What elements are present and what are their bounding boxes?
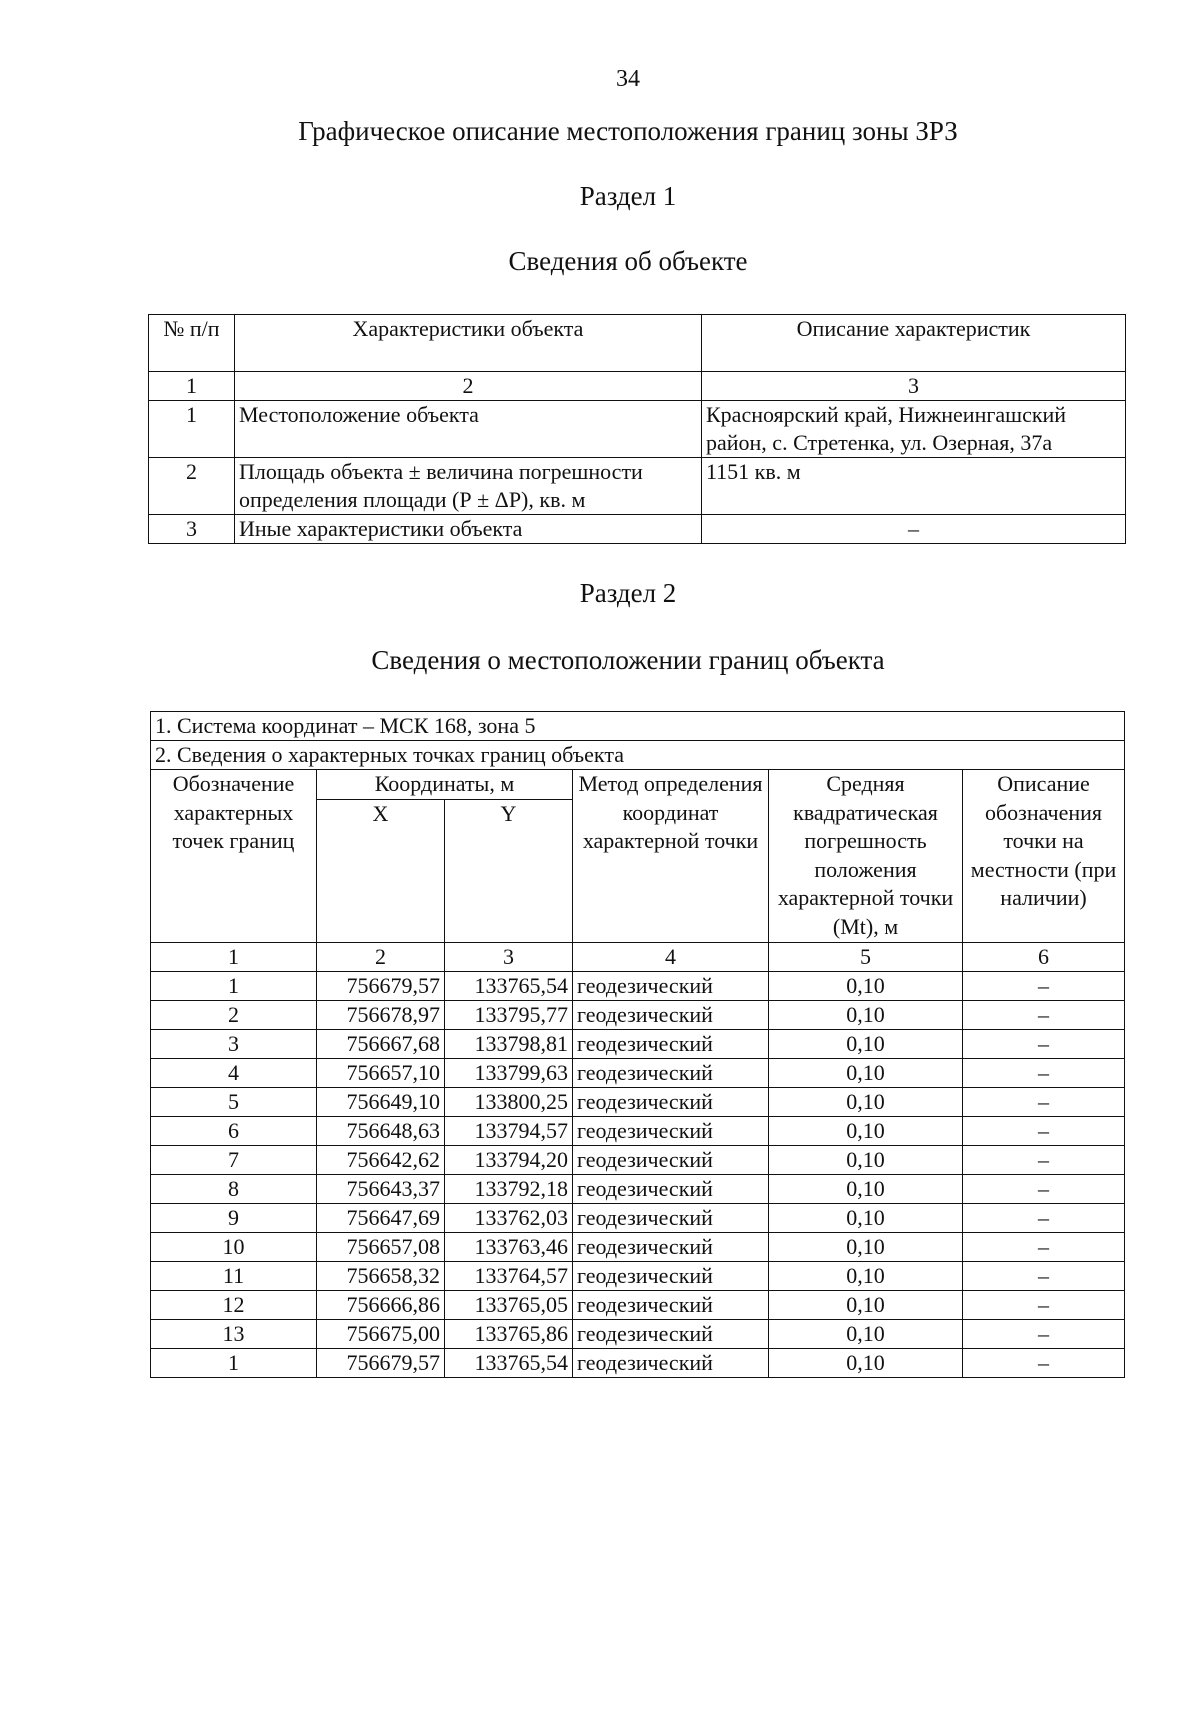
object-info-colnum-row <box>149 372 1126 401</box>
point-description: – <box>963 1116 1125 1145</box>
point-row <box>151 1174 1125 1203</box>
point-id: 5 <box>151 1087 317 1116</box>
point-error: 0,10 <box>769 1261 963 1290</box>
header-characteristic: Характеристики объекта <box>235 315 702 372</box>
point-error: 0,10 <box>769 1348 963 1377</box>
row-value: – <box>702 515 1126 544</box>
point-id: 12 <box>151 1290 317 1319</box>
point-row <box>151 1348 1125 1377</box>
point-y: 133765,54 <box>445 971 573 1000</box>
point-row <box>151 1087 1125 1116</box>
point-y: 133792,18 <box>445 1174 573 1203</box>
point-y: 133764,57 <box>445 1261 573 1290</box>
point-id: 3 <box>151 1029 317 1058</box>
point-error: 0,10 <box>769 1174 963 1203</box>
point-error: 0,10 <box>769 1116 963 1145</box>
colnum-5: 5 <box>769 942 963 971</box>
object-info-row <box>149 401 1126 458</box>
point-x: 756675,00 <box>317 1319 445 1348</box>
point-x: 756647,69 <box>317 1203 445 1232</box>
colnum-4: 4 <box>573 942 769 971</box>
page-number: 34 <box>616 66 640 92</box>
point-description: – <box>963 971 1125 1000</box>
point-error: 0,10 <box>769 1029 963 1058</box>
boundary-points-table <box>150 711 1125 1378</box>
header-point-description: Описание обозначения точки на местности (при наличии) <box>963 770 1125 943</box>
colnum-1: 1 <box>151 942 317 971</box>
point-id: 6 <box>151 1116 317 1145</box>
point-id: 10 <box>151 1232 317 1261</box>
point-x: 756657,08 <box>317 1232 445 1261</box>
row-value: Красноярский край, Нижнеингашский район, с. Стретенка, ул. Озерная, 37а <box>702 401 1126 458</box>
point-row <box>151 1145 1125 1174</box>
point-row <box>151 1319 1125 1348</box>
colnum-2: 2 <box>317 942 445 971</box>
object-info-table <box>148 314 1126 544</box>
point-method: геодезический <box>573 1290 769 1319</box>
point-x: 756666,86 <box>317 1290 445 1319</box>
header-description: Описание характеристик <box>702 315 1126 372</box>
colnum-3: 3 <box>702 372 1126 401</box>
row-number: 1 <box>149 401 235 458</box>
point-x: 756679,57 <box>317 971 445 1000</box>
header-x: X <box>317 799 445 942</box>
point-x: 756643,37 <box>317 1174 445 1203</box>
section1-subheading: Сведения об объекте <box>508 246 748 276</box>
point-row <box>151 1029 1125 1058</box>
point-method: геодезический <box>573 1145 769 1174</box>
point-description: – <box>963 1000 1125 1029</box>
point-id: 8 <box>151 1174 317 1203</box>
point-description: – <box>963 1145 1125 1174</box>
point-method: геодезический <box>573 1261 769 1290</box>
point-y: 133795,77 <box>445 1000 573 1029</box>
point-id: 4 <box>151 1058 317 1087</box>
point-row <box>151 1203 1125 1232</box>
point-error: 0,10 <box>769 971 963 1000</box>
object-info-row <box>149 515 1126 544</box>
point-id: 1 <box>151 1348 317 1377</box>
point-description: – <box>963 1319 1125 1348</box>
point-row <box>151 1290 1125 1319</box>
point-y: 133799,63 <box>445 1058 573 1087</box>
colnum-row <box>151 942 1125 971</box>
point-row <box>151 1058 1125 1087</box>
point-y: 133765,05 <box>445 1290 573 1319</box>
point-id: 2 <box>151 1000 317 1029</box>
header-error: Средняя квадратическая погрешность положения характерной точки (Mt), м <box>769 770 963 943</box>
point-error: 0,10 <box>769 1232 963 1261</box>
header-designation: Обозначение характерных точек границ <box>151 770 317 943</box>
row-characteristic: Местоположение объекта <box>235 401 702 458</box>
point-row <box>151 1232 1125 1261</box>
point-row <box>151 1000 1125 1029</box>
point-method: геодезический <box>573 1000 769 1029</box>
point-error: 0,10 <box>769 1087 963 1116</box>
point-y: 133794,20 <box>445 1145 573 1174</box>
row-characteristic: Площадь объекта ± величина погрешности определения площади (Р ± ΔР), кв. м <box>235 458 702 515</box>
document-title: Графическое описание местоположения границ зоны ЗРЗ <box>298 116 958 146</box>
point-description: – <box>963 1058 1125 1087</box>
point-x: 756679,57 <box>317 1348 445 1377</box>
point-method: геодезический <box>573 1029 769 1058</box>
point-x: 756642,62 <box>317 1145 445 1174</box>
point-method: геодезический <box>573 1232 769 1261</box>
point-x: 756667,68 <box>317 1029 445 1058</box>
point-method: геодезический <box>573 1348 769 1377</box>
point-error: 0,10 <box>769 1290 963 1319</box>
point-error: 0,10 <box>769 1145 963 1174</box>
row-value: 1151 кв. м <box>702 458 1126 515</box>
point-x: 756657,10 <box>317 1058 445 1087</box>
point-id: 1 <box>151 971 317 1000</box>
point-error: 0,10 <box>769 1000 963 1029</box>
section2-subheading: Сведения о местоположении границ объекта <box>371 645 885 675</box>
point-method: геодезический <box>573 1174 769 1203</box>
colnum-2: 2 <box>235 372 702 401</box>
point-x: 756649,10 <box>317 1087 445 1116</box>
section2-heading: Раздел 2 <box>579 578 677 608</box>
point-description: – <box>963 1261 1125 1290</box>
point-description: – <box>963 1348 1125 1377</box>
point-id: 9 <box>151 1203 317 1232</box>
row-number: 3 <box>149 515 235 544</box>
point-row <box>151 1116 1125 1145</box>
point-description: – <box>963 1174 1125 1203</box>
point-method: геодезический <box>573 1203 769 1232</box>
point-id: 7 <box>151 1145 317 1174</box>
header-coords: Координаты, м <box>317 770 573 800</box>
point-method: геодезический <box>573 971 769 1000</box>
point-id: 11 <box>151 1261 317 1290</box>
point-method: геодезический <box>573 1116 769 1145</box>
object-info-header-row <box>149 315 1126 372</box>
point-description: – <box>963 1290 1125 1319</box>
row-characteristic: Иные характеристики объекта <box>235 515 702 544</box>
point-y: 133762,03 <box>445 1203 573 1232</box>
point-y: 133800,25 <box>445 1087 573 1116</box>
point-x: 756648,63 <box>317 1116 445 1145</box>
header-y: Y <box>445 799 573 942</box>
header-number: № п/п <box>149 315 235 372</box>
point-x: 756658,32 <box>317 1261 445 1290</box>
point-y: 133765,86 <box>445 1319 573 1348</box>
point-description: – <box>963 1029 1125 1058</box>
point-x: 756678,97 <box>317 1000 445 1029</box>
object-info-row <box>149 458 1126 515</box>
point-error: 0,10 <box>769 1058 963 1087</box>
header-method: Метод определения координат характерной точки <box>573 770 769 943</box>
point-y: 133798,81 <box>445 1029 573 1058</box>
point-description: – <box>963 1087 1125 1116</box>
colnum-1: 1 <box>149 372 235 401</box>
points-title: 2. Сведения о характерных точках границ объекта <box>151 741 1125 770</box>
point-method: геодезический <box>573 1058 769 1087</box>
point-row <box>151 1261 1125 1290</box>
point-row <box>151 971 1125 1000</box>
section1-heading: Раздел 1 <box>579 181 677 211</box>
point-method: геодезический <box>573 1087 769 1116</box>
colnum-6: 6 <box>963 942 1125 971</box>
point-y: 133763,46 <box>445 1232 573 1261</box>
point-id: 13 <box>151 1319 317 1348</box>
point-description: – <box>963 1203 1125 1232</box>
coord-system: 1. Система координат – МСК 168, зона 5 <box>151 712 1125 741</box>
point-method: геодезический <box>573 1319 769 1348</box>
point-error: 0,10 <box>769 1203 963 1232</box>
row-number: 2 <box>149 458 235 515</box>
point-description: – <box>963 1232 1125 1261</box>
point-error: 0,10 <box>769 1319 963 1348</box>
points-body <box>151 971 1125 1377</box>
point-y: 133794,57 <box>445 1116 573 1145</box>
point-y: 133765,54 <box>445 1348 573 1377</box>
colnum-3: 3 <box>445 942 573 971</box>
